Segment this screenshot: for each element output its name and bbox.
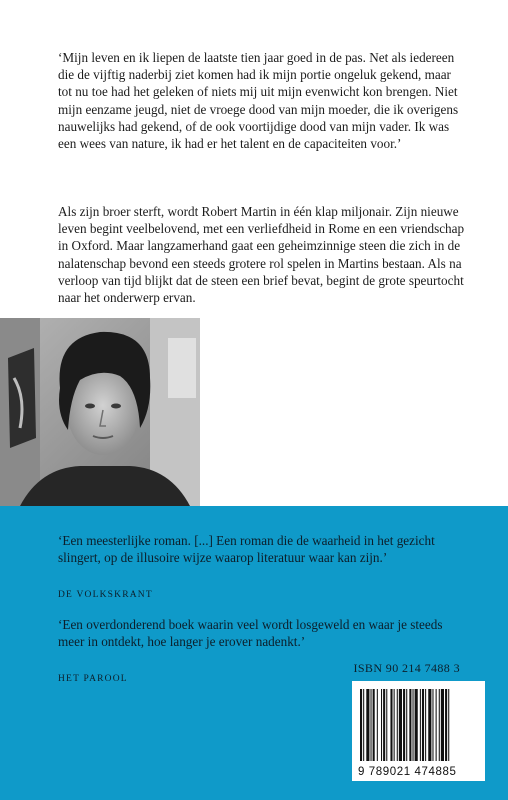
barcode-bars <box>352 681 485 765</box>
review-quote: ‘Een meesterlijke roman. [...] Een roman die de waarheid in het gezicht slingert, op de illusoire wijze waarop literatuur waar kan zijn.’ <box>58 533 435 566</box>
author-photo <box>0 318 200 506</box>
review-quote: ‘Een overdonderend boek waarin veel wordt losgeweld en waar je steeds meer in ontdekt, hoe langer je erover nadenkt.’ <box>58 617 443 650</box>
isbn-number: ISBN 90 214 7488 3 <box>353 661 460 675</box>
barcode <box>352 681 485 781</box>
review-source: DE VOLKSKRANT <box>58 590 153 600</box>
quote-panel <box>0 506 508 800</box>
book-summary: Als zijn broer sterft, wordt Robert Martin in één klap miljonair. Zijn nieuwe leven begint veelbelovend, met een verliefdheid in Rome en een vriendschap in Oxford. Maar langzamerhand gaat een geheimzinnige steen die zich in de nalatenschap bevond een steeds grotere rol spelen in Martins bestaan. Als na verloop van tijd blijkt dat de steen een brief bevat, begint de grote speurtocht naar het onderwerp ervan. <box>58 204 465 306</box>
review-source: HET PAROOL <box>58 674 128 684</box>
barcode-number: 9 789021 474885 <box>358 766 457 778</box>
intro-excerpt: ‘Mijn leven en ik liepen de laatste tien jaar goed in de pas. Net als iedereen die de vijftig naderbij ziet komen had ik mijn portie ongeluk gekend, maar tot nu toe had het geleken of niets mij uit mijn evenwicht kon brengen. Niet mijn eenzame jeugd, niet de vroege dood van mijn moeder, die ik overigens nauwelijks had gekend, of de ook voortijdige dood van mijn vader. Ik was een wees van nature, ik had er het talent en de capaciteiten voor.’ <box>58 50 459 152</box>
